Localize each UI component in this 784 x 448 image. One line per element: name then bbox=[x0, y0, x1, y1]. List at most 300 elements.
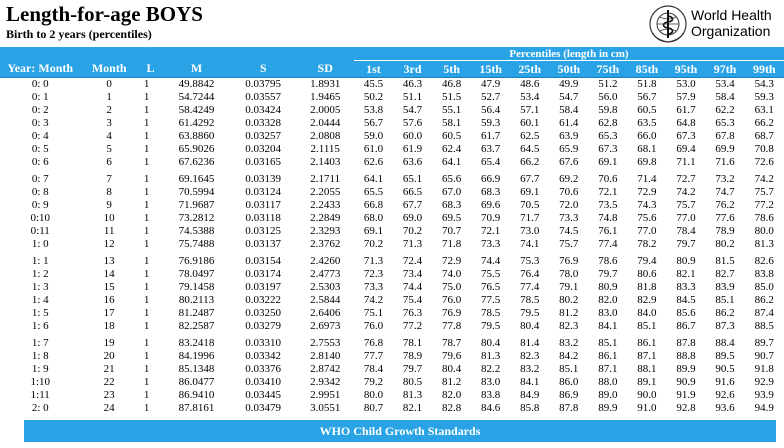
table-cell: 60.5 bbox=[441, 130, 462, 142]
table-cell: 46.8 bbox=[441, 78, 462, 90]
table-cell: 82.3 bbox=[520, 350, 540, 362]
table-cell: 0.03125 bbox=[245, 225, 282, 237]
table-cell: 87.8 bbox=[676, 337, 696, 349]
table-cell: 2.4773 bbox=[310, 268, 341, 280]
table-cell: 62.2 bbox=[715, 104, 735, 116]
table-cell: 2.2055 bbox=[310, 186, 341, 198]
table-row bbox=[0, 402, 784, 415]
table-cell: 63.9 bbox=[559, 130, 579, 142]
table-cell: 63.6 bbox=[402, 156, 423, 168]
column-header: 3rd bbox=[393, 61, 432, 78]
table-cell: 1 bbox=[143, 350, 150, 362]
table-cell: 81.4 bbox=[520, 337, 540, 349]
table-row bbox=[0, 268, 784, 281]
header-spacer bbox=[0, 47, 354, 61]
table-cell: 78.6 bbox=[754, 212, 774, 224]
table-cell: 0.03174 bbox=[245, 268, 282, 280]
table-cell: 80.5 bbox=[402, 376, 423, 388]
table-cell: 85.1 bbox=[715, 294, 735, 306]
table-row bbox=[0, 307, 784, 320]
table-cell: 69.6 bbox=[481, 199, 501, 211]
table-cell: 1: 4 bbox=[31, 294, 49, 306]
table-cell: 1 bbox=[143, 320, 150, 332]
table-cell: 2.1115 bbox=[310, 143, 340, 155]
table-cell: 69.4 bbox=[676, 143, 696, 155]
table-cell: 1 bbox=[106, 91, 112, 103]
table-cell: 70.6 bbox=[559, 186, 579, 198]
table-cell: 90.9 bbox=[676, 376, 696, 388]
table-cell: 0.03795 bbox=[245, 78, 282, 90]
table-cell: 1 bbox=[143, 130, 150, 142]
table-cell: 76.0 bbox=[363, 320, 384, 332]
table-cell: 76.0 bbox=[441, 294, 462, 306]
table-cell: 70.8 bbox=[754, 143, 774, 155]
table-cell: 0: 0 bbox=[31, 78, 49, 90]
table-cell: 66.2 bbox=[754, 117, 774, 129]
table-cell: 86.9410 bbox=[178, 389, 215, 401]
table-cell: 69.1 bbox=[520, 186, 540, 198]
table-cell: 72.0 bbox=[559, 199, 579, 211]
column-header: 99th bbox=[745, 61, 784, 78]
table-cell: 69.5 bbox=[441, 212, 462, 224]
table-cell: 85.0 bbox=[754, 281, 774, 293]
table-cell: 61.4292 bbox=[178, 117, 215, 129]
table-row bbox=[0, 104, 784, 117]
table-cell: 75.4 bbox=[402, 294, 423, 306]
table-cell: 2: 0 bbox=[31, 402, 49, 414]
table-cell: 20 bbox=[103, 350, 115, 362]
table-cell: 1: 6 bbox=[31, 320, 49, 332]
table-row bbox=[0, 389, 784, 402]
table-cell: 2.2433 bbox=[310, 199, 341, 211]
table-cell: 62.5 bbox=[520, 130, 540, 142]
table-body bbox=[0, 78, 784, 416]
table-cell: 80.4 bbox=[441, 363, 462, 375]
table-cell: 91.0 bbox=[637, 402, 657, 414]
table-cell: 57.9 bbox=[676, 91, 696, 103]
table-cell: 72.4 bbox=[402, 255, 423, 267]
table-cell: 77.7 bbox=[363, 350, 384, 362]
table-cell: 0.03410 bbox=[245, 376, 282, 388]
table-cell: 0.03118 bbox=[245, 212, 281, 224]
table-cell: 3.0551 bbox=[310, 402, 341, 414]
table-cell: 17 bbox=[103, 307, 115, 319]
table-cell: 2.5303 bbox=[310, 281, 341, 293]
table-cell: 56.4 bbox=[481, 104, 501, 116]
table-cell: 76.3 bbox=[402, 307, 423, 319]
table-cell: 89.1 bbox=[637, 376, 657, 388]
table-cell: 70.6 bbox=[598, 173, 618, 185]
table-cell: 63.8860 bbox=[178, 130, 215, 142]
table-cell: 84.1996 bbox=[178, 350, 215, 362]
table-cell: 63.5 bbox=[637, 117, 657, 129]
table-cell: 87.4 bbox=[754, 307, 774, 319]
table-cell: 2.2849 bbox=[310, 212, 341, 224]
table-cell: 80.0 bbox=[754, 225, 774, 237]
table-cell: 1 bbox=[143, 117, 150, 129]
table-cell: 79.2 bbox=[363, 376, 384, 388]
table-cell: 60.1 bbox=[520, 117, 540, 129]
table-cell: 82.3 bbox=[559, 320, 579, 332]
table-cell: 77.0 bbox=[637, 225, 657, 237]
table-cell: 0: 5 bbox=[31, 143, 49, 155]
table-cell: 79.4 bbox=[637, 255, 657, 267]
table-cell: 92.8 bbox=[676, 402, 696, 414]
table-cell: 1 bbox=[143, 376, 150, 388]
table-cell: 0.03204 bbox=[245, 143, 282, 155]
table-cell: 86.0477 bbox=[178, 376, 215, 388]
table-cell: 89.9 bbox=[676, 363, 696, 375]
table-cell: 53.8 bbox=[363, 104, 384, 116]
table-cell: 79.7 bbox=[402, 363, 423, 375]
table-cell: 80.9 bbox=[598, 281, 618, 293]
table-cell: 91.6 bbox=[715, 376, 735, 388]
column-header: 5th bbox=[432, 61, 471, 78]
table-cell: 71.3 bbox=[363, 255, 384, 267]
table-cell: 84.1 bbox=[598, 320, 618, 332]
table-cell: 80.0 bbox=[363, 389, 384, 401]
column-header: M bbox=[163, 61, 230, 78]
table-cell: 0.03137 bbox=[245, 238, 282, 250]
table-cell: 73.0 bbox=[520, 225, 540, 237]
table-cell: 56.7 bbox=[363, 117, 384, 129]
table-cell: 80.2 bbox=[715, 238, 735, 250]
table-cell: 0:11 bbox=[30, 225, 50, 237]
table-cell: 56.7 bbox=[637, 91, 657, 103]
table-cell: 2.1403 bbox=[310, 156, 341, 168]
table-cell: 92.9 bbox=[754, 376, 774, 388]
table-cell: 84.1 bbox=[520, 376, 540, 388]
table-cell: 71.7 bbox=[520, 212, 540, 224]
table-cell: 51.5 bbox=[441, 91, 462, 103]
table-cell: 86.2 bbox=[754, 294, 774, 306]
table-cell: 74.4 bbox=[402, 281, 423, 293]
table-cell: 77.2 bbox=[754, 199, 774, 211]
table-cell: 0.03222 bbox=[245, 294, 282, 306]
table-cell: 77.2 bbox=[402, 320, 423, 332]
table-cell: 77.8 bbox=[441, 320, 462, 332]
table-cell: 67.0 bbox=[441, 186, 462, 198]
table-cell: 2.0444 bbox=[310, 117, 341, 129]
table-cell: 71.9687 bbox=[178, 199, 215, 211]
table-cell: 78.2 bbox=[637, 238, 657, 250]
table-cell: 1 bbox=[143, 337, 150, 349]
table-cell: 66.5 bbox=[402, 186, 423, 198]
table-cell: 79.7 bbox=[598, 268, 618, 280]
table-cell: 84.0 bbox=[637, 307, 657, 319]
length-for-age-table bbox=[0, 47, 784, 415]
table-cell: 69.1 bbox=[363, 225, 384, 237]
table-cell: 86.1 bbox=[598, 350, 618, 362]
table-cell: 79.1458 bbox=[178, 281, 215, 293]
table-cell: 76.2 bbox=[715, 199, 735, 211]
table-cell: 80.9 bbox=[676, 255, 696, 267]
table-cell: 68.0 bbox=[363, 212, 384, 224]
table-cell: 2.4260 bbox=[310, 255, 341, 267]
table-cell: 86.9 bbox=[559, 389, 579, 401]
table-cell: 14 bbox=[103, 268, 115, 280]
table-cell: 88.5 bbox=[754, 320, 774, 332]
table-cell: 0.03139 bbox=[245, 173, 282, 185]
table-cell: 62.6 bbox=[363, 156, 384, 168]
table-cell: 62.4 bbox=[441, 143, 462, 155]
table-cell: 76.9 bbox=[441, 307, 462, 319]
table-cell: 0: 3 bbox=[31, 117, 49, 129]
table-cell: 82.2587 bbox=[178, 320, 215, 332]
table-cell: 73.3 bbox=[363, 281, 384, 293]
table-cell: 5 bbox=[106, 143, 112, 155]
table-cell: 65.5 bbox=[363, 186, 384, 198]
table-cell: 81.8 bbox=[637, 281, 657, 293]
table-cell: 18 bbox=[103, 320, 115, 332]
table-cell: 68.3 bbox=[481, 186, 501, 198]
table-cell: 75.7 bbox=[754, 186, 774, 198]
table-cell: 69.9 bbox=[715, 143, 735, 155]
table-cell: 59.3 bbox=[481, 117, 501, 129]
table-cell: 83.3 bbox=[676, 281, 696, 293]
table-cell: 0: 8 bbox=[31, 186, 49, 198]
table-cell: 58.4249 bbox=[178, 104, 215, 116]
table-cell: 83.2418 bbox=[178, 337, 215, 349]
table-cell: 0: 6 bbox=[31, 156, 49, 168]
table-cell: 82.1 bbox=[676, 268, 696, 280]
table-cell: 1 bbox=[143, 238, 150, 250]
table-cell: 72.9 bbox=[637, 186, 657, 198]
table-cell: 69.1 bbox=[598, 156, 618, 168]
table-cell: 72.1 bbox=[598, 186, 618, 198]
table-cell: 24 bbox=[103, 402, 115, 414]
table-row bbox=[0, 363, 784, 376]
table-cell: 76.5 bbox=[481, 281, 501, 293]
table-cell: 2.3293 bbox=[310, 225, 341, 237]
table-cell: 71.4 bbox=[637, 173, 657, 185]
table-cell: 1 bbox=[143, 363, 150, 375]
table-cell: 85.1348 bbox=[178, 363, 215, 375]
table-cell: 63.7 bbox=[481, 143, 501, 155]
table-cell: 51.2 bbox=[598, 78, 618, 90]
table-cell: 0.03310 bbox=[245, 337, 282, 349]
table-cell: 78.9 bbox=[402, 350, 423, 362]
table-cell: 74.5388 bbox=[178, 225, 215, 237]
table-cell: 67.3 bbox=[598, 143, 618, 155]
table-cell: 77.4 bbox=[598, 238, 618, 250]
table-cell: 1 bbox=[143, 104, 150, 116]
table-cell: 89.9 bbox=[598, 402, 618, 414]
table-cell: 73.2 bbox=[715, 173, 735, 185]
table-cell: 0.03250 bbox=[245, 307, 282, 319]
table-cell: 70.5994 bbox=[178, 186, 215, 198]
table-cell: 0:10 bbox=[30, 212, 50, 224]
table-cell: 87.1 bbox=[598, 363, 618, 375]
table-cell: 1 bbox=[143, 78, 150, 90]
table-cell: 2.6406 bbox=[310, 307, 341, 319]
table-cell: 75.3 bbox=[520, 255, 540, 267]
table-cell: 80.2 bbox=[559, 294, 579, 306]
table-cell: 74.4 bbox=[481, 255, 501, 267]
table-cell: 1:10 bbox=[30, 376, 50, 388]
table-cell: 72.1 bbox=[481, 225, 501, 237]
table-cell: 77.5 bbox=[481, 294, 501, 306]
table-cell: 66.2 bbox=[520, 156, 540, 168]
table-cell: 74.3 bbox=[637, 199, 657, 211]
table-cell: 83.2 bbox=[559, 337, 579, 349]
table-cell: 0: 7 bbox=[31, 173, 49, 185]
table-cell: 2.0005 bbox=[310, 104, 341, 116]
table-cell: 2.8140 bbox=[310, 350, 341, 362]
column-header: S bbox=[230, 61, 297, 78]
table-cell: 19 bbox=[103, 337, 115, 349]
table-cell: 7 bbox=[106, 173, 112, 185]
who-emblem-icon bbox=[648, 4, 688, 44]
chart-title: Length-for-age BOYS bbox=[6, 2, 203, 26]
table-cell: 73.4 bbox=[402, 268, 423, 280]
table-cell: 1.9465 bbox=[310, 91, 341, 103]
table-cell: 1 bbox=[143, 389, 150, 401]
table-cell: 1 bbox=[143, 212, 150, 224]
table-cell: 75.5 bbox=[481, 268, 501, 280]
table-cell: 86.1 bbox=[637, 337, 657, 349]
column-header: 50th bbox=[549, 61, 588, 78]
table-cell: 82.0 bbox=[598, 294, 618, 306]
table-cell: 76.1 bbox=[598, 225, 618, 237]
table-cell: 66.0 bbox=[637, 130, 657, 142]
table-cell: 23 bbox=[103, 389, 115, 401]
table-cell: 0.03257 bbox=[245, 130, 282, 142]
table-cell: 83.0 bbox=[481, 376, 501, 388]
column-header-row bbox=[0, 61, 784, 78]
table-cell: 67.7 bbox=[402, 199, 423, 211]
table-cell: 69.8 bbox=[637, 156, 657, 168]
table-cell: 2.5844 bbox=[310, 294, 341, 306]
table-cell: 83.9 bbox=[715, 281, 735, 293]
table-cell: 83.8 bbox=[481, 389, 501, 401]
table-cell: 80.4 bbox=[481, 337, 501, 349]
table-cell: 84.9 bbox=[520, 389, 540, 401]
table-cell: 55.1 bbox=[441, 104, 462, 116]
table-cell: 58.4 bbox=[559, 104, 579, 116]
table-cell: 0.03197 bbox=[245, 281, 282, 293]
table-cell: 68.1 bbox=[637, 143, 657, 155]
table-cell: 2 bbox=[106, 104, 112, 116]
table-cell: 71.6 bbox=[715, 156, 735, 168]
table-cell: 67.6236 bbox=[178, 156, 215, 168]
table-cell: 82.6 bbox=[754, 255, 774, 267]
table-cell: 1 bbox=[143, 294, 150, 306]
table-cell: 1 bbox=[143, 281, 150, 293]
table-cell: 73.3 bbox=[481, 238, 501, 250]
table-cell: 64.1 bbox=[363, 173, 384, 185]
table-cell: 57.6 bbox=[402, 117, 423, 129]
table-cell: 85.1 bbox=[559, 363, 579, 375]
chart-subtitle: Birth to 2 years (percentiles) bbox=[6, 27, 152, 41]
table-row bbox=[0, 225, 784, 238]
table-cell: 74.2 bbox=[363, 294, 384, 306]
table-cell: 21 bbox=[103, 363, 115, 375]
table-cell: 69.1645 bbox=[178, 173, 215, 185]
table-cell: 94.9 bbox=[754, 402, 774, 414]
table-cell: 66.8 bbox=[363, 199, 384, 211]
table-cell: 2.3762 bbox=[310, 238, 341, 250]
table-cell: 60.0 bbox=[402, 130, 423, 142]
table-cell: 91.8 bbox=[754, 363, 774, 375]
table-cell: 78.9 bbox=[715, 225, 735, 237]
table-row bbox=[0, 333, 784, 350]
table-cell: 65.9026 bbox=[178, 143, 215, 155]
table-cell: 8 bbox=[106, 186, 112, 198]
table-cell: 1: 3 bbox=[31, 281, 49, 293]
table-cell: 93.9 bbox=[754, 389, 774, 401]
table-cell: 0.03376 bbox=[245, 363, 282, 375]
table-cell: 54.7244 bbox=[178, 91, 215, 103]
table-cell: 0.03165 bbox=[245, 156, 282, 168]
table-cell: 53.0 bbox=[676, 78, 696, 90]
table-row bbox=[0, 186, 784, 199]
table-cell: 78.5 bbox=[481, 307, 501, 319]
table-cell: 2.9342 bbox=[310, 376, 341, 388]
table-cell: 83.0 bbox=[598, 307, 618, 319]
table-row bbox=[0, 156, 784, 169]
table-row bbox=[0, 199, 784, 212]
table-cell: 70.9 bbox=[481, 212, 501, 224]
table-cell: 3 bbox=[106, 117, 112, 129]
table-row bbox=[0, 320, 784, 333]
table-cell: 2.6973 bbox=[310, 320, 341, 332]
table-cell: 11 bbox=[103, 225, 115, 237]
table-cell: 61.0 bbox=[363, 143, 384, 155]
table-cell: 82.8 bbox=[441, 402, 462, 414]
table-cell: 72.3 bbox=[363, 268, 384, 280]
table-cell: 1 bbox=[143, 225, 150, 237]
org-line-1: World Health bbox=[691, 7, 772, 23]
table-cell: 69.0 bbox=[402, 212, 423, 224]
table-cell: 0.03445 bbox=[245, 389, 282, 401]
table-cell: 9 bbox=[106, 199, 112, 211]
table-cell: 50.2 bbox=[363, 91, 384, 103]
table-row bbox=[0, 143, 784, 156]
table-cell: 0.03557 bbox=[245, 91, 282, 103]
table-cell: 1.8931 bbox=[310, 78, 341, 90]
table-cell: 1 bbox=[143, 199, 150, 211]
table-cell: 1: 2 bbox=[31, 268, 49, 280]
table-cell: 1 bbox=[143, 186, 150, 198]
footer-banner: WHO Child Growth Standards bbox=[24, 420, 776, 442]
table-cell: 92.6 bbox=[715, 389, 735, 401]
table-cell: 0.03424 bbox=[245, 104, 282, 116]
table-cell: 75.7 bbox=[559, 238, 579, 250]
table-cell: 78.6 bbox=[598, 255, 618, 267]
table-cell: 77.4 bbox=[520, 281, 540, 293]
table-cell: 1: 9 bbox=[31, 363, 49, 375]
table-cell: 67.8 bbox=[715, 130, 735, 142]
table-cell: 72.9 bbox=[441, 255, 462, 267]
table-cell: 56.0 bbox=[598, 91, 618, 103]
table-cell: 62.8 bbox=[598, 117, 618, 129]
table-row bbox=[0, 376, 784, 389]
table-cell: 51.1 bbox=[402, 91, 423, 103]
table-cell: 84.2 bbox=[559, 350, 579, 362]
table-row bbox=[0, 251, 784, 268]
table-cell: 1 bbox=[143, 268, 150, 280]
table-cell: 0: 1 bbox=[31, 91, 49, 103]
table-cell: 81.5 bbox=[715, 255, 735, 267]
table-cell: 57.1 bbox=[520, 104, 540, 116]
table-cell: 65.4 bbox=[481, 156, 501, 168]
table-cell: 54.7 bbox=[559, 91, 579, 103]
table-cell: 82.9 bbox=[637, 294, 657, 306]
table-cell: 67.3 bbox=[676, 130, 696, 142]
table-cell: 85.6 bbox=[676, 307, 696, 319]
table-cell: 74.8 bbox=[598, 212, 618, 224]
